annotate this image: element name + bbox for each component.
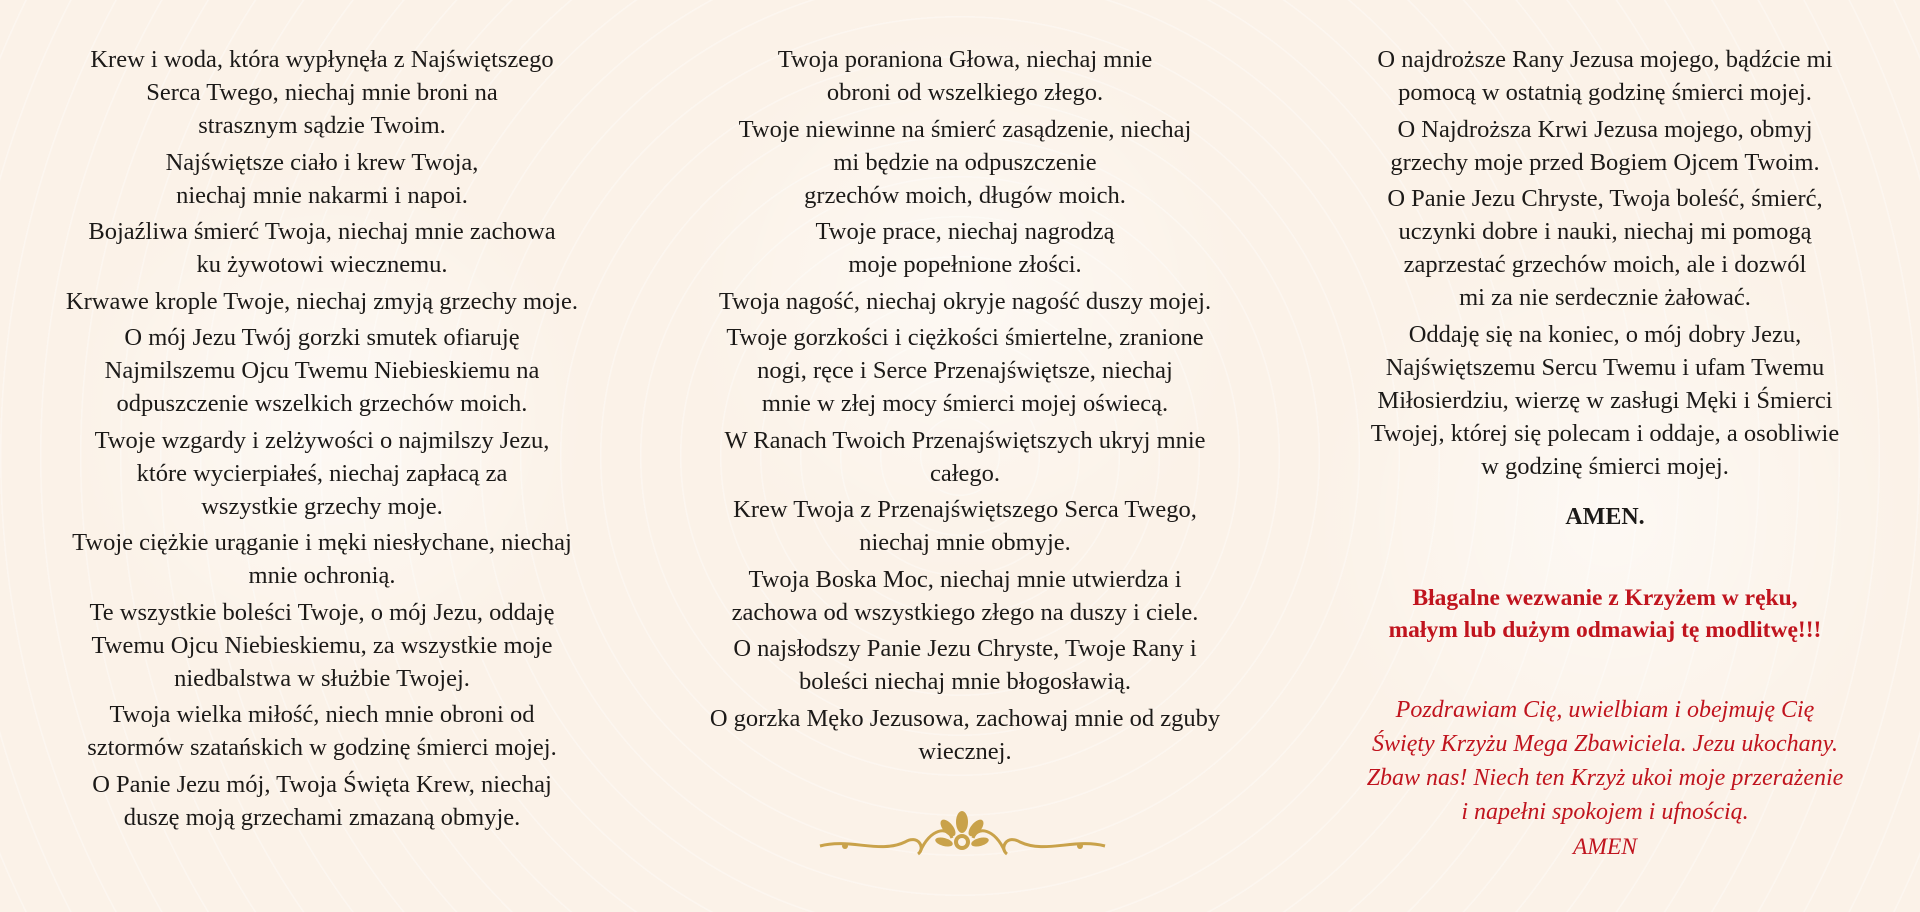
prayer-line: Twoje gorzkości i ciężkości śmiertelne, zranione <box>726 324 1204 351</box>
prayer-line: O Panie Jezu mój, Twoja Święta Krew, niechaj <box>92 770 552 798</box>
prayer-line: odpuszczenie wszelkich grzechów moich. <box>116 390 528 417</box>
prayer-line: Twoje ciężkie urąganie i męki niesłychane, niechaj <box>72 529 572 556</box>
prayer-line: Krew i woda, która wypłynęła z Najświętszego <box>90 46 554 73</box>
prayer-line: Twoje prace, niechaj nagrodzą <box>815 218 1115 245</box>
prayer-line: O gorzka Męko Jezusowa, zachowaj mnie od zguby <box>709 704 1221 732</box>
prayer-line: niechaj mnie nakarmi i napoi. <box>176 181 468 209</box>
prayer-line: nogi, ręce i Serce Przenajświętsze, niechaj <box>757 357 1173 384</box>
text-line: małym lub dużym odmawiaj tę modlitwę!!! <box>1388 617 1822 643</box>
prayer-paragraph <box>665 424 1265 490</box>
prayer-line: które wycierpiałeś, niechaj zapłacą za <box>136 459 508 487</box>
prayer-line: Twoja Boska Moc, niechaj mnie utwierdza i <box>748 565 1182 593</box>
prayer-line: Twemu Ojcu Niebieskiemu, za wszystkie moje <box>91 631 553 659</box>
prayer-line: ku żywotowi wiecznemu. <box>196 251 448 278</box>
prayer-paragraph <box>665 215 1265 281</box>
prayer-line: Bojaźliwa śmierć Twoja, niechaj mnie zachowa <box>88 218 556 245</box>
prayer-line: obroni od wszelkiego złego. <box>826 79 1104 106</box>
prayer-paragraph <box>22 146 622 212</box>
prayer-paragraph <box>665 43 1265 109</box>
amen-closing: AMEN. <box>1565 504 1645 530</box>
prayer-line: Twoja nagość, niechaj okryje nagość duszy mojej. <box>718 287 1212 315</box>
text-line: Błagalne wezwanie z Krzyżem w ręku, <box>1412 585 1798 611</box>
prayer-line: O najsłodszy Panie Jezu Chryste, Twoje Rany i <box>733 635 1197 662</box>
prayer-paragraph <box>1305 318 1905 483</box>
prayer-line: Miłosierdziu, wierzę w zasługi Męki i Śmierci <box>1377 386 1833 414</box>
prayer-line: Twojej, której się polecam i oddaje, a osobliwie <box>1370 419 1840 447</box>
prayer-line: grzechy moje przed Bogiem Ojcem Twoim. <box>1390 148 1820 176</box>
prayer-line: wiecznej. <box>918 737 1012 765</box>
prayer-paragraph <box>1305 182 1905 314</box>
prayer-line: Twoje wzgardy i zelżywości o najmilszy Jezu, <box>94 426 550 454</box>
prayer-column-3 <box>1305 43 1905 486</box>
prayer-line: Serca Twego, niechaj mnie broni na <box>146 79 498 106</box>
prayer-line: O mój Jezu Twój gorzki smutek ofiaruję <box>124 324 520 351</box>
prayer-line: zaprzestać grzechów moich, ale i dozwól <box>1403 251 1807 278</box>
prayer-line: grzechów moich, długów moich. <box>804 181 1126 209</box>
prayer-paragraph <box>665 632 1265 698</box>
prayer-paragraph <box>22 526 622 592</box>
prayer-line: mi będzie na odpuszczenie <box>833 148 1097 176</box>
prayer-line: Najświętszemu Sercu Twemu i ufam Twemu <box>1385 353 1825 381</box>
prayer-paragraph <box>22 424 622 523</box>
prayer-paragraph <box>1305 43 1905 109</box>
amen-red: AMEN <box>1573 834 1637 860</box>
prayer-line: mi za nie serdecznie żałować. <box>1459 284 1751 311</box>
text-line: i napełni spokojem i ufnością. <box>1461 799 1749 825</box>
prayer-line: boleści niechaj mnie błogosławią. <box>798 668 1132 695</box>
prayer-line: Najświętsze ciało i krew Twoja, <box>165 148 479 176</box>
prayer-paragraph <box>22 698 622 764</box>
prayer-line: sztormów szatańskich w godzinę śmierci mojej. <box>87 734 557 761</box>
prayer-line: Krew Twoja z Przenajświętszego Serca Twego, <box>733 496 1197 523</box>
prayer-line: Twoja poraniona Głowa, niechaj mnie <box>777 46 1153 73</box>
prayer-line: Te wszystkie boleści Twoje, o mój Jezu, oddaję <box>89 598 555 626</box>
prayer-line: strasznym sądzie Twoim. <box>198 112 446 139</box>
prayer-line: uczynki dobre i nauki, niechaj mi pomogą <box>1398 218 1812 245</box>
gold-flourish-divider-icon <box>690 808 1235 878</box>
prayer-paragraph <box>665 563 1265 629</box>
prayer-line: Oddaję się na koniec, o mój dobry Jezu, <box>1408 320 1802 348</box>
prayer-paragraph <box>665 493 1265 559</box>
prayer-line: pomocą w ostatnią godzinę śmierci mojej. <box>1398 79 1812 106</box>
prayer-line: O Najdroższa Krwi Jezusa mojego, obmyj <box>1397 115 1813 143</box>
prayer-paragraph <box>22 43 622 142</box>
prayer-paragraph <box>665 113 1265 212</box>
prayer-paragraph <box>1305 113 1905 179</box>
prayer-line: O najdroższe Rany Jezusa mojego, bądźcie mi <box>1377 46 1833 73</box>
prayer-paragraph <box>22 596 622 695</box>
prayer-line: W Ranach Twoich Przenajświętszych ukryj mnie <box>724 426 1206 454</box>
prayer-line: mnie ochronią. <box>248 562 396 589</box>
prayer-paragraph <box>22 321 622 420</box>
prayer-line: zachowa od wszystkiego złego na duszy i ciele. <box>731 598 1199 626</box>
prayer-column-1 <box>22 43 622 837</box>
prayer-paragraph <box>665 285 1265 318</box>
prayer-line: O Panie Jezu Chryste, Twoja boleść, śmierć, <box>1387 185 1823 212</box>
prayer-line: mnie w złej mocy śmierci mojej oświecą. <box>761 390 1169 417</box>
prayer-paragraph <box>665 321 1265 420</box>
prayer-line: Twoja wielka miłość, niech mnie obroni od <box>109 701 535 728</box>
prayer-line: moje popełnione złości. <box>848 251 1082 278</box>
cross-prayer <box>1305 693 1905 829</box>
prayer-line: całego. <box>929 459 1001 487</box>
text-line: Święty Krzyżu Mega Zbawiciela. Jezu ukochany. <box>1372 731 1838 757</box>
prayer-line: wszystkie grzechy moje. <box>201 492 443 520</box>
prayer-paragraph <box>22 215 622 281</box>
prayer-line: duszę moją grzechami zmazaną obmyje. <box>123 803 521 831</box>
invocation-heading <box>1305 582 1905 646</box>
prayer-paragraph <box>665 702 1265 768</box>
prayer-column-2 <box>665 43 1265 771</box>
prayer-line: Twoje niewinne na śmierć zasądzenie, niechaj <box>738 115 1192 143</box>
prayer-paragraph <box>22 768 622 834</box>
prayer-line: niechaj mnie obmyje. <box>859 529 1071 556</box>
prayer-line: niedbalstwa w służbie Twojej. <box>174 664 470 692</box>
text-line: Pozdrawiam Cię, uwielbiam i obejmuję Cię <box>1395 697 1815 723</box>
prayer-line: Krwawe krople Twoje, niechaj zmyją grzechy moje. <box>65 287 579 315</box>
text-line: Zbaw nas! Niech ten Krzyż ukoi moje przerażenie <box>1366 765 1844 791</box>
prayer-paragraph <box>22 285 622 318</box>
prayer-line: w godzinę śmierci mojej. <box>1481 452 1729 480</box>
prayer-line: Najmilszemu Ojcu Twemu Niebieskiemu na <box>104 357 540 384</box>
